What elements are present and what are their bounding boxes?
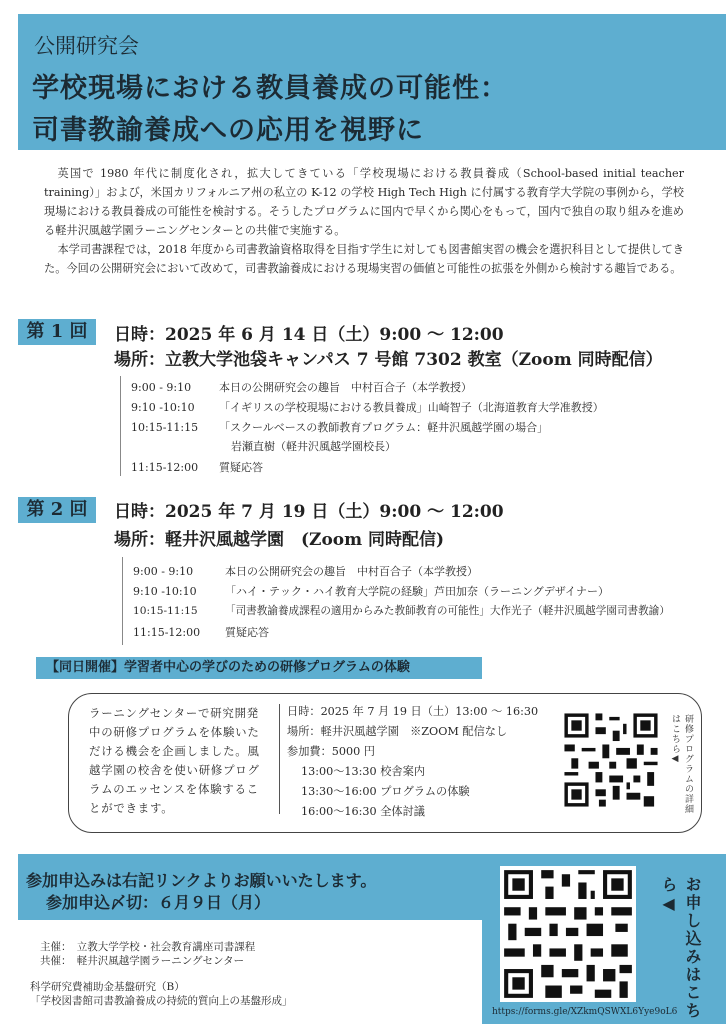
session-2-badge: 第 2 回 <box>18 497 96 523</box>
schedule-row <box>133 563 478 579</box>
schedule-text: 「ハイ・テック・ハイ教育大学院の経験」芦田加奈（ラーニングデザイナー） <box>225 585 610 598</box>
program-heading: 【同日開催】学習者中心の学びのための研修プログラムの体験 <box>36 657 482 679</box>
grant-info <box>30 980 293 1008</box>
main-title-line2: 司書教諭養成への応用を視野に <box>32 115 424 146</box>
session-2-date: 日時：2025 年 7 月 19 日（土）9:00 ～ 12:00 <box>114 502 504 522</box>
header-band <box>18 14 726 150</box>
schedule-time: 10:15-11:15 <box>133 605 198 617</box>
schedule-text: 岩瀬直樹（軽井沢風越学園校長） <box>231 440 396 453</box>
schedule-time: 10:15-11:15 <box>131 421 199 434</box>
schedule-time: 9:10 -10:10 <box>133 585 197 598</box>
schedule-row <box>133 603 670 618</box>
program-fee: 参加費：5000 円 <box>287 745 375 758</box>
schedule-text: 「スクールベースの教師教育プログラム：軽井沢風越学園の場合」 <box>219 421 549 434</box>
intro-text <box>44 164 684 278</box>
session-1-date: 日時：2025 年 6 月 14 日（土）9:00 ～ 12:00 <box>114 325 504 345</box>
apply-vertical-text: お申し込みはこちら◀ <box>659 876 702 1020</box>
grant-line-1: 科学研究費補助金基盤研究（B） <box>30 981 185 993</box>
session-1-schedule <box>120 376 701 476</box>
schedule-text: 「司書教諭養成課程の適用からみた教師教育の可能性」大作光子（軽井沢風越学園司書教諭） <box>225 605 670 617</box>
apply-deadline: 参加申込〆切：６月９日（月） <box>46 893 271 912</box>
schedule-time: 11:15-12:00 <box>133 626 201 639</box>
schedule-row <box>131 459 263 475</box>
schedule-time: 11:15-12:00 <box>131 461 199 474</box>
program-divider <box>279 704 280 814</box>
organizer-cohost: 共催： 軽井沢風越学園ラーニングセンター <box>40 955 245 967</box>
schedule-row <box>131 419 548 435</box>
session-1-place: 場所：立教大学池袋キャンパス 7 号館 7302 教室（Zoom 同時配信） <box>114 350 663 370</box>
program-qr-label: 研修プログラムの詳細はこちら◀ <box>670 714 693 814</box>
organizer-host: 主催： 立教大学学校・社会教育講座司書課程 <box>40 941 256 953</box>
apply-qr-code[interactable] <box>500 866 636 1002</box>
schedule-text: 本日の公開研究会の趣旨 中村百合子（本学教授） <box>225 565 478 578</box>
apply-url[interactable]: https://forms.gle/XZkmQSWXL6Yye9oL6 <box>492 1007 678 1017</box>
session-1-badge: 第 1 回 <box>18 319 96 345</box>
program-date: 日時：2025 年 7 月 19 日（土）13:00 ～ 16:30 <box>287 705 539 718</box>
program-box <box>68 693 702 833</box>
schedule-row <box>131 438 396 454</box>
pre-title: 公開研究会 <box>34 34 139 58</box>
program-place: 場所：軽井沢風越学園 ※ZOOM 配信なし <box>287 725 508 738</box>
intro-paragraph-1: 英国で 1980 年代に制度化され，拡大してきている「学校現場における教員養成（School-based initial teacher training）」および，米国カリフォルニア州の私立の K-12 の学校 High Tech High に付属する教育学大学院の事例から，学校現場における教員養成の可能性を検討する。そうしたプログラムに国内で早くから関心をもって，国内で独自の取り組みを進める軽井沢風越学園ラーニングセンターとの共催で実施する。 <box>44 167 684 237</box>
schedule-text: 質疑応答 <box>225 626 269 639</box>
intro-paragraph-2: 本学司書課程では，2018 年度から司書教諭資格取得を目指す学生に対しても図書館実習の機会を選択科目として提供してきた。今回の公開研究会において改めて，司書教諭養成における現場実習の価値と可能性の拡張を外側から検討する趣旨である。 <box>44 243 684 275</box>
schedule-row <box>131 379 472 395</box>
organizers <box>40 940 255 968</box>
grant-line-2: 「学校図書館司書教諭養成の持続的質向上の基盤形成」 <box>30 995 293 1007</box>
program-timeline-item: 13:00～13:30 校舎案内 <box>301 765 425 778</box>
schedule-time: 9:10 -10:10 <box>131 401 195 414</box>
program-timeline-item: 16:00～16:30 全体討議 <box>301 805 425 818</box>
program-timeline-item: 13:30～16:00 プログラムの体験 <box>301 785 470 798</box>
program-qr-code[interactable] <box>561 710 661 810</box>
schedule-text: 本日の公開研究会の趣旨 中村百合子（本学教授） <box>219 381 472 394</box>
schedule-time: 9:00 - 9:10 <box>133 565 194 578</box>
main-title-line1: 学校現場における教員養成の可能性： <box>32 73 508 104</box>
program-description: ラーニングセンターで研究開発中の研修プログラムを体験いただける機会を企画しました。風越学園の校舎を使い研修プログラムのエッセンスを体験することができます。 <box>89 706 260 815</box>
schedule-text: 「イギリスの学校現場における教員養成」山崎智子（北海道教育大学准教授） <box>219 401 604 414</box>
schedule-text: 質疑応答 <box>219 461 263 474</box>
session-2-place: 場所：軽井沢風越学園 (Zoom 同時配信) <box>114 530 445 550</box>
session-2-schedule <box>122 557 718 645</box>
schedule-time: 9:00 - 9:10 <box>131 381 192 394</box>
program-details <box>287 702 538 822</box>
schedule-row <box>133 583 609 599</box>
apply-instruction: 参加申込みは右記リンクよりお願いいたします。 <box>26 871 377 890</box>
apply-panel <box>482 854 726 1024</box>
schedule-row <box>131 399 604 415</box>
schedule-row <box>133 624 269 640</box>
